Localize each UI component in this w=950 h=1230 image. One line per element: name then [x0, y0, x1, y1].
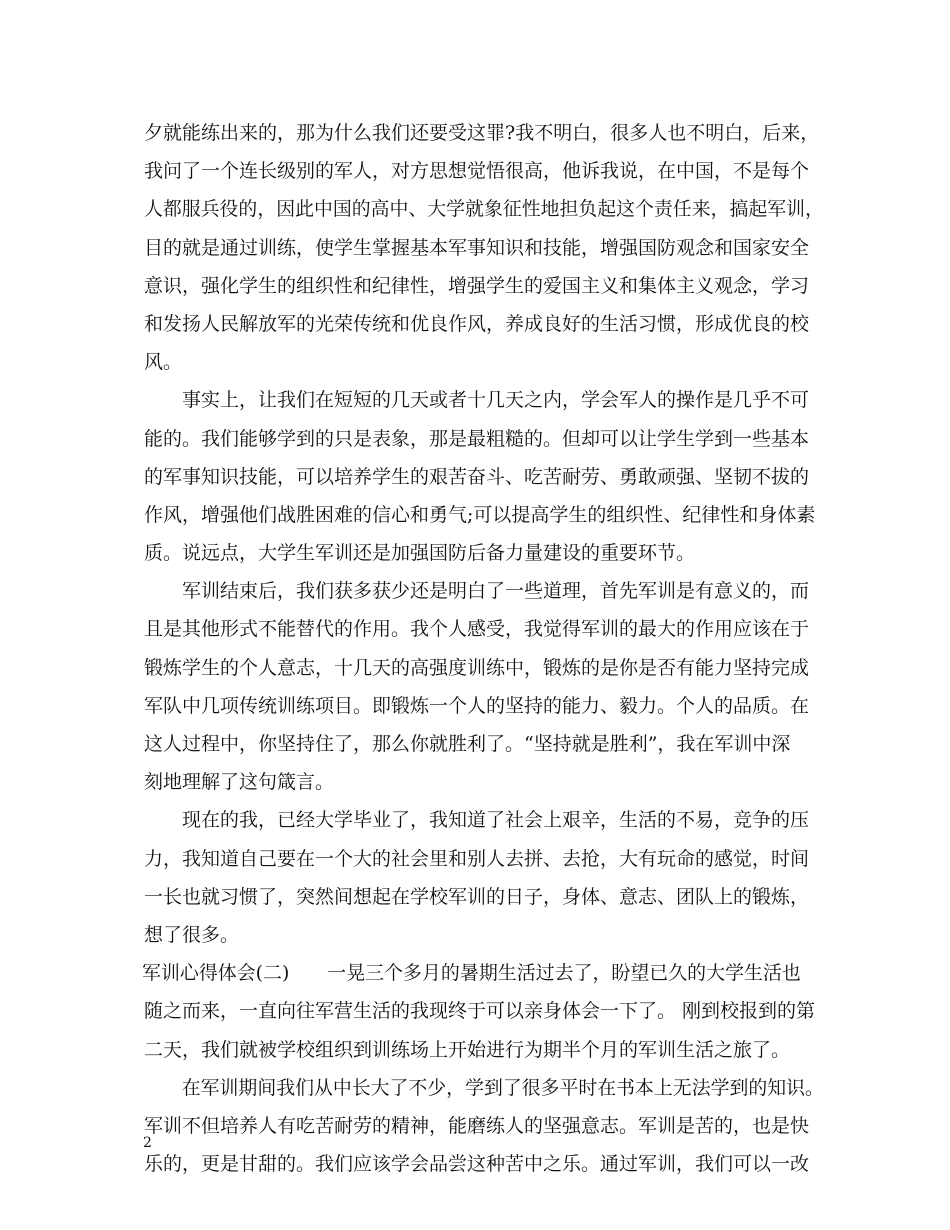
- text-line: 我问了一个连长级别的军人，对方思想觉悟很高，他诉我说，在中国，不是每个: [144, 160, 810, 183]
- text-line: 二天，我们就被学校组织到训练场上开始进行为期半个月的军训生活之旅了。: [144, 1038, 791, 1061]
- text-line: 的军事知识技能，可以培养学生的艰苦奋斗、吃苦耐劳、勇敢顽强、坚韧不拔的: [144, 465, 810, 488]
- text-line: 人都服兵役的，因此中国的高中、大学就象征性地担负起这个责任来，搞起军训，: [144, 198, 824, 221]
- text-line: 作风，增强他们战胜困难的信心和勇气;可以提高学生的组织性、纪律性和身体素: [144, 503, 816, 526]
- text-line: 军队中几项传统训练项目。即锻炼一个人的坚持的能力、毅力。个人的品质。在: [144, 694, 810, 717]
- text-line: 军训不但培养人有吃苦耐劳的精神，能磨练人的坚强意志。军训是苦的，也是快: [144, 1114, 810, 1137]
- text-line: 锻炼学生的个人意志，十几天的高强度训练中，锻炼的是你是否有能力坚持完成: [144, 656, 810, 679]
- text-line: 在军训期间我们从中长大了不少，学到了很多平时在书本上无法学到的知识。: [181, 1076, 824, 1099]
- text-line: 乐的，更是甘甜的。我们应该学会品尝这种苦中之乐。通过军训，我们可以一改: [144, 1153, 810, 1176]
- text-line: 军训心得体会(二) 一晃三个多月的暑期生活过去了，盼望已久的大学生活也: [142, 962, 801, 985]
- text-line: 军训结束后，我们获多获少还是明白了一些道理，首先军训是有意义的，而: [182, 580, 810, 603]
- text-line: 力，我知道自己要在一个大的社会里和别人去拼、去抢，大有玩命的感觉，时间: [144, 847, 810, 870]
- text-line: 想了很多。: [144, 923, 240, 946]
- text-line: 一长也就习惯了，突然间想起在学校军训的日子，身体、意志、团队上的锻炼，: [144, 885, 810, 908]
- text-line: 和发扬人民解放军的光荣传统和优良作风，养成良好的生活习惯，形成优良的校: [144, 312, 810, 335]
- page-number: 2: [143, 1135, 152, 1151]
- text-line: 目的就是通过训练，使学生掌握基本军事知识和技能，增强国防观念和国家安全: [144, 236, 810, 259]
- text-line: 刻地理解了这句箴言。: [144, 771, 335, 794]
- text-line: 事实上，让我们在短短的几天或者十几天之内，学会军人的操作是几乎不可: [182, 389, 810, 412]
- text-line: 风。: [144, 351, 183, 374]
- text-line: 夕就能练出来的，那为什么我们还要受这罪?我不明白，很多人也不明白，后来，: [144, 122, 820, 144]
- text-line: 这人过程中，你坚持住了，那么你就胜利了。“坚持就是胜利”，我在军训中深: [144, 733, 791, 755]
- text-line: 且是其他形式不能替代的作用。我个人感受，我觉得军训的最大的作用应该在于: [144, 618, 810, 641]
- text-line: 随之而来，一直向往军营生活的我现终于可以亲身体会一下了。 刚到校报到的第: [144, 1000, 816, 1023]
- text-line: 能的。我们能够学到的只是表象，那是最粗糙的。但却可以让学生学到一些基本: [144, 427, 810, 450]
- text-line: 意识，强化学生的组织性和纪律性，增强学生的爱国主义和集体主义观念，学习: [144, 274, 810, 297]
- text-line: 现在的我，已经大学毕业了，我知道了社会上艰辛，生活的不易，竞争的压: [182, 809, 810, 832]
- text-line: 质。说远点，大学生军训还是加强国防后备力量建设的重要环节。: [144, 542, 696, 565]
- body-text: [144, 114, 824, 1183]
